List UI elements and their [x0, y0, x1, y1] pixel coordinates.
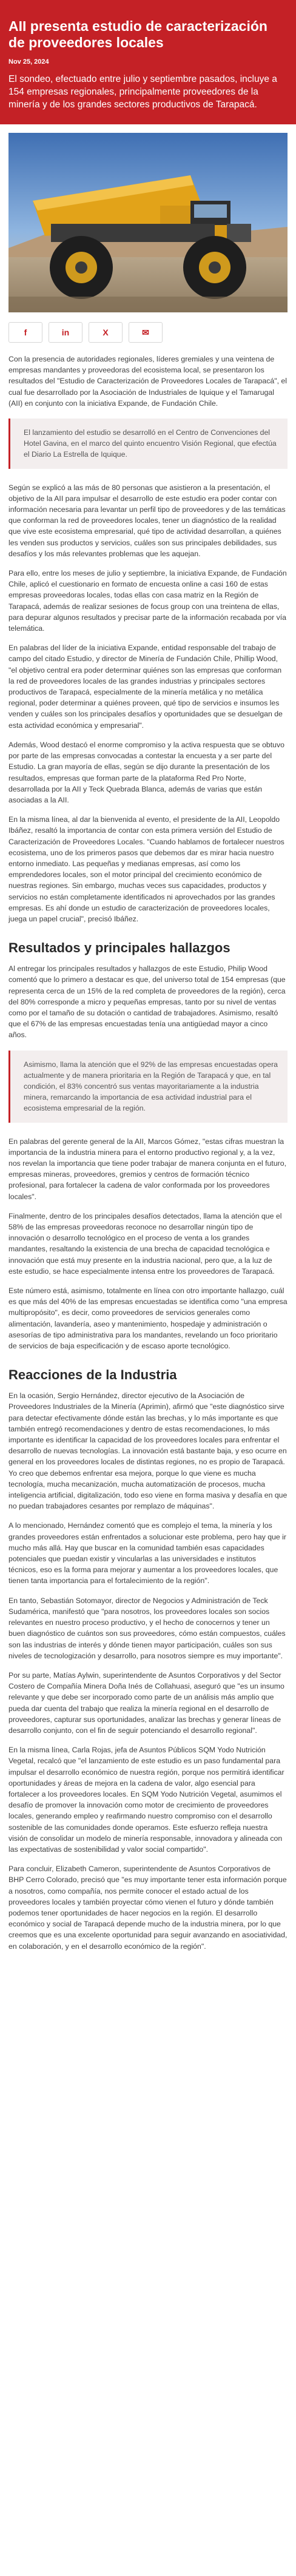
paragraph: Por su parte, Matías Aylwin, superintendente de Asuntos Corporativos y del Sector Costero de Compañía Minera Doña Inés de Collahuasi, aseguró que "es un insumo relevante y que debe ser incorporado como parte de un análisis más amplio que pueda dar cuenta del trabajo que realiza la minería regional en el desarrollo de proveedores, capturar sus oportunidades, analizar las brechas y generar líneas de desarrollo conjunto, con el fin de seguir potenciando el desarrollo regional".	[8, 1670, 284, 1735]
article-header	[0, 0, 296, 124]
paragraph: Al entregar los principales resultados y hallazgos de este Estudio, Philip Wood comentó que lo primero a destacar es que, del universo total de 154 empresas (que representa cerca de un 15% de la red completa de proveedores de la región), cerca del 80% corresponde a micro y pequeñas empresas, tanto por su nivel de ventas como por el tamaño de su dotación o cantidad de trabajadores. Asimismo, resaltó que el 67% de las empresas encuestadas tenía una antigüedad mayor a cinco años.	[8, 964, 286, 1040]
paragraph: Según se explicó a las más de 80 personas que asistieron a la presentación, el objetivo de la AII para impulsar el desarrollo de este estudio era poder contar con información necesaria para levantar un perfil tipo de proveedores y de las temáticas que conforman la red de proveedores locales, tener un diagnóstico de la realidad que vive este ecosistema empresarial, qué tipo de actividad desarrollan, a quiénes les venden sus productos y servicios, cuáles son sus principales debilidades, sus desafíos y los más relevantes problemas que les aquejan.	[8, 483, 286, 558]
paragraph: En la misma línea, al dar la bienvenida al evento, el presidente de la AII, Leopoldo Ibáñez, resaltó la importancia de contar con esta primera versión del Estudio de Caracterización de Proveedores Locales. "Cuando hablamos de fortalecer nuestros ecosistema, uno de los primeros pasos que debemos dar es mirar hacia nuestro entorno inmediato. Las pequeñas y medianas empresas, así como los emprendedores locales, son el motor principal del crecimiento económico de nuestras regiones. Sin embargo, muchas veces sus capacidades, productos y servicios no están completamente identificados ni aprovechados por las grandes empresas. Es ahí donde un estudio de caracterización de proveedores locales, juega un papel crucial", precisó Ibáñez.	[8, 815, 284, 923]
linkedin-share-button[interactable]	[49, 322, 82, 343]
paragraph: Para ello, entre los meses de julio y septiembre, la iniciativa Expande, de Fundación Chile, aplicó el cuestionario en formato de encuesta online a casi 160 de estas empresas proveedoras locales, todas ellas con casa matriz en la Región de Tarapacá, además de realizar sesiones de focus group con una treintena de ellas, para depurar algunos resultados y precisar parte de la información recabada por vía telemática.	[8, 569, 287, 633]
facebook-share-button[interactable]	[8, 322, 42, 343]
quote-text: El lanzamiento del estudio se desarrolló en el Centro de Convenciones del Hotel Gavina, en el marco del quinto encuentro Visión Regional, que efectúa el Diario La Estrella de Iquique.	[24, 428, 277, 459]
x-share-button[interactable]	[89, 322, 123, 343]
email-icon: ✉	[142, 327, 149, 337]
x-icon: X	[103, 328, 109, 337]
share-bar	[0, 312, 296, 343]
paragraph: En tanto, Sebastián Sotomayor, director de Negocios y Administración de Teck Sudamérica, manifestó que "para nosotros, los proveedores locales son socios relevantes en nuestro proceso productivo, y el hecho de conocernos y tener un buen diagnóstico de cuántos son sus proveedores, cómo están compuestos, cuáles son las industrias de interés y dónde tienen mayor participación, cuáles son sus niveles de tecnologización y desarrollo, para nosotros siempre es muy importante".	[8, 1596, 286, 1660]
paragraph: Finalmente, dentro de los principales desafíos detectados, llama la atención que el 58% de las empresas proveedoras reconoce no desarrollar ningún tipo de innovación o desarrollo tecnológico en el proceso de venta a los grandes mandantes, resaltando la existencia de una brecha de capacidad tecnológica e innovación que está muy presente en la industria nacional, pero que, a la luz de este estudio, se hace especialmente intensa entre los proveedores de Tarapacá.	[8, 1211, 282, 1276]
facebook-icon: f	[24, 328, 27, 337]
paragraph: Este número está, asimismo, totalmente en línea con otro importante hallazgo, cuál es que más del 40% de las empresas encuestadas se identifica como "una empresa multipropósito", es decir, como proveedores de servicios generales como alimentación, lavandería, aseo y mantenimiento, hospedaje y administración o asesorías de tipo administrativa para los mandantes, revelando un foco prioritario de servicios de baja especificación y de escaso aporte tecnológico.	[8, 1286, 288, 1351]
paragraph: En la ocasión, Sergio Hernández, director ejecutivo de la Asociación de Proveedores Industriales de la Minería (Aprimin), afirmó que "este diagnóstico sirve para detectar efectivamente dónde están las brechas, y lo más importante es que también entregó recomendaciones y dentro de estas recomendaciones, lo más importante es identificar la capacidad de los proveedores locales para enfrentar el desarrollo de nuevas tecnologías. La innovación está bastante baja, y eso ocurre en general en los proveedores locales de distintas regiones, no es propio de Tarapacá. Yo creo que debemos enfrentar esa mejora, porque lo que viene es mucha tecnología, mucha mecanización, mucha automatización de procesos, mucha inteligencia artificial, digitalización, todo eso viene en forma masiva y desafía en que no puedan trabajadores cesantes por remplazo de máquinas".	[8, 1391, 288, 1511]
article-lead: El sondeo, efectuado entre julio y septiembre pasados, incluye a 154 empresas regionales, principalmente proveedores de la minería y de los grandes sectores productivos de Tarapacá.	[8, 74, 277, 110]
mining-haul-truck-photo	[8, 133, 288, 312]
highlight-quote	[8, 419, 288, 469]
paragraph: En palabras del líder de la iniciativa Expande, entidad responsable del trabajo de campo del citado Estudio, y director de Minería de Fundación Chile, Phillip Wood, "el objetivo central era poder determinar quiénes son las empresas que conforman la red de proveedores locales de las grandes industrias y principales sectores productivos de Tarapacá, especialmente de la minería metálica y no metálica regional, poder determinar a quiénes proveen, qué tipo de servicios e insumos les venden y cuáles son los principales desafíos y oportunidades que se desuelgan de esta actividad económica y empresarial".	[8, 644, 283, 730]
section-heading-results: Resultados y principales hallazgos	[8, 940, 230, 956]
paragraph: A lo mencionado, Hernández comentó que es complejo el tema, la minería y los grandes proveedores están enfrentados a solucionar este problema, pero hay que ir mucho más allá. Hay que buscar en la comunidad también esas capacidades potenciales que puedan existir y vincularlas a las universidades e institutos técnicos, eso es la forma para mejorar y aumentar a los proveedores locales, que tienen tanta importancia para el fortalecimiento de la región".	[8, 1521, 287, 1586]
hero-photo	[8, 133, 288, 312]
email-share-button[interactable]	[129, 322, 163, 343]
quote-text: Asimismo, llama la atención que el 92% de las empresas encuestadas opera actualmente y de manera prioritaria en la Región de Tarapacá y que, en tal condición, el 83% concentró sus ventas mayoritariamente a la industria minera, remarcando la importancia de esa actividad industrial para el ecosistema empresarial de la región.	[24, 1060, 278, 1113]
paragraph: En palabras del gerente general de la AII, Marcos Gómez, "estas cifras muestran la importancia de la industria minera para el entorno productivo regional y, a la vez, nos revelan la importancia que tiene poder trabajar de manera conjunta en el futuro, empresas mineras, proveedores, gremios y centros de formación técnico profesional, para fortalecer la cadena de valor conformada por los proveedores locales".	[8, 1137, 287, 1201]
article-date: Nov 25, 2024	[8, 58, 49, 66]
highlight-quote	[8, 1051, 288, 1123]
section-heading-reactions: Reacciones de la Industria	[8, 1367, 177, 1383]
paragraph: Además, Wood destacó el enorme compromiso y la activa respuesta que se obtuvo por parte de las empresas convocadas a contestar la encuesta y a ser parte del Estudio. La gran mayoría de ellas, según se dijo durante la presentación de los resultados, empresas que forman parte de la plataforma Red Pro Norte, desarrollada por la AII y Teck Quebrada Blanca, además de varias que están asociadas a la AII.	[8, 740, 284, 804]
article-body	[0, 343, 296, 1979]
paragraph: Para concluir, Elizabeth Cameron, superintendente de Asuntos Corporativos de BHP Cerro Colorado, precisó que "es muy importante tener esta información porque a nosotros, como compañía, nos permite conocer el estado actual de los proveedores locales y también proyectar cómo vienen el futuro y dónde también podemos tener oportunidades de hacer negocios en la región. El desarrollo económico y social de Tarapacá depende mucho de la industria minera, por lo que creemos que es una excelente oportunidad para seguir avanzando en asociatividad, en colaboración, y en el desarrollo económico de la región".	[8, 1865, 288, 1951]
paragraph: Con la presencia de autoridades regionales, líderes gremiales y una veintena de empresas mandantes y proveedoras del ecosistema local, se presentaron los resultados del "Estudio de Caracterización de Proveedores Locales de Tarapacá", el cual fue desarrollado por la Asociación de Industriales de Iquique y el Tamarugal (AII) en conjunto con la iniciativa Expande, de Fundación Chile.	[8, 355, 287, 408]
article-title: AII presenta estudio de caracterización de proveedores locales	[8, 18, 267, 50]
linkedin-icon: in	[61, 328, 70, 337]
paragraph: En la misma línea, Carla Rojas, jefa de Asuntos Públicos SQM Yodo Nutrición Vegetal, recalcó que "el lanzamiento de este estudio es un paso fundamental para impulsar el desarrollo económico de nuestra región, porque nos permitirá identificar oportunidades y áreas de mejora en la cadena de valor, algo esencial para fortalecer a los proveedores locales. En SQM Yodo Nutrición Vegetal, asumimos el desafío de promover la innovación como motor de crecimiento de proveedores locales, generando empleo y reafirmando nuestro compromiso con el desarrollo sostenible de las comunidades donde operamos. Este esfuerzo refleja nuestra visión de consolidar un modelo de minería responsable, innovadora y alineada con las expectativas de sostenibilidad y valor social compartido".	[8, 1746, 284, 1854]
